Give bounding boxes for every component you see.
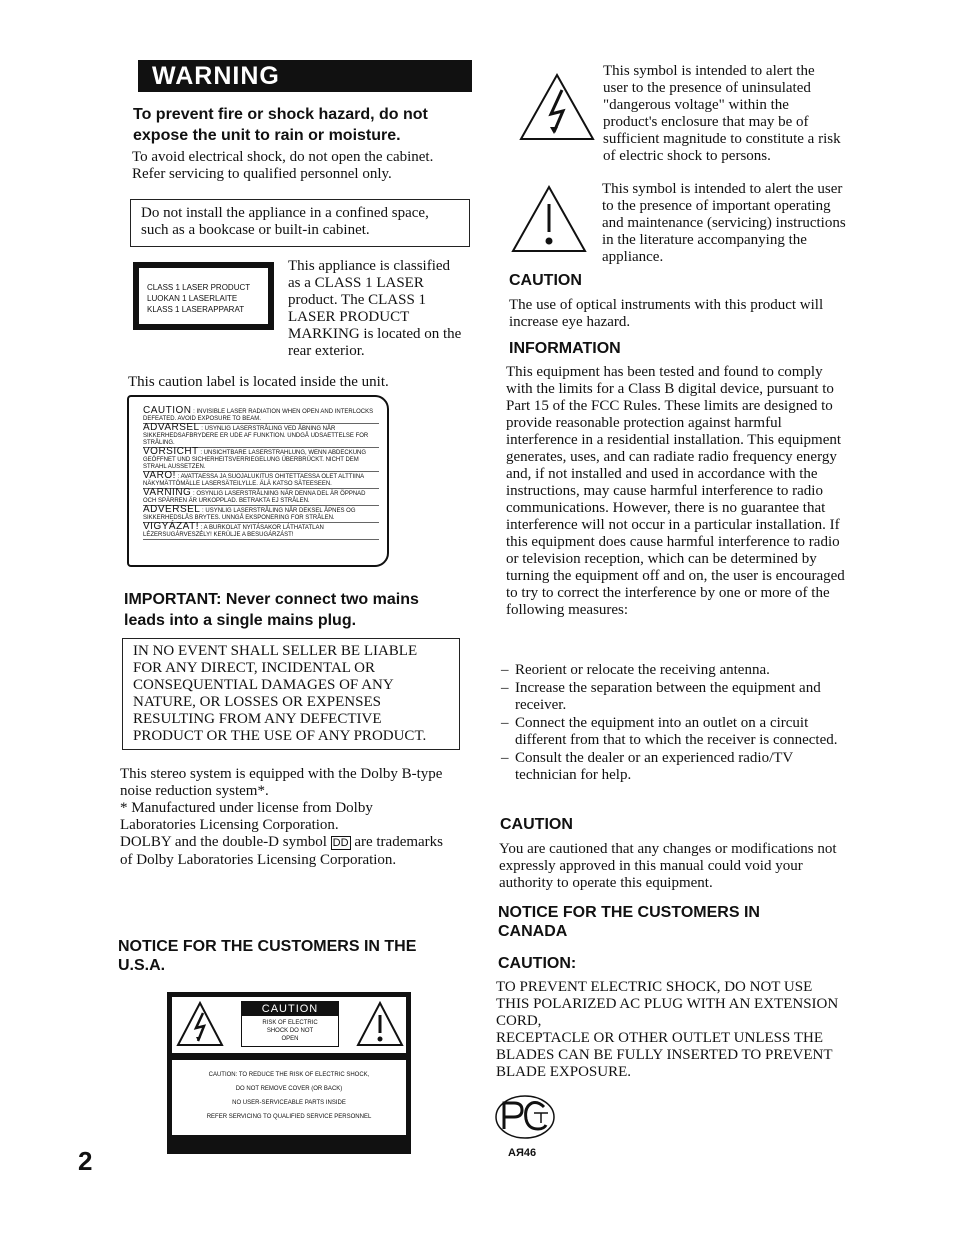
usa-caution-label	[167, 992, 411, 1154]
liability-box	[122, 638, 460, 750]
usa-label-line: NO USER-SERVICEABLE PARTS INSIDE	[232, 1100, 346, 1106]
caution-label-row: CAUTION : INVISIBLE LASER RADIATION WHEN OPEN AND INTERLOCKS DEFEATED. AVOID EXPOSURE TO BEAM.	[143, 407, 379, 424]
dolby-line3: DOLBY and the double-D symbol DD are trademarks of Dolby Laboratories Licensing Corporation.	[120, 834, 444, 868]
caution2-text: You are cautioned that any changes or modifications not expressly approved in this manual could void your authority to operate this equipment.	[499, 841, 837, 891]
lightning-triangle-icon	[518, 72, 596, 142]
exclamation-triangle-icon	[510, 184, 588, 254]
caution-label-row: VARO! : AVATTAESSA JA SUOJALUKITUS OHITETTAESSA OLET ALTTIINA NÄKYMÄTTÖMÄLLE LASERSÄTEILYLLE. ÄLÄ KATSO SÄTEESEEN.	[143, 472, 379, 489]
canada-notice-heading: NOTICE FOR THE CUSTOMERS IN CANADA	[498, 904, 760, 940]
confined-space-box	[130, 199, 470, 247]
list-item: – Increase the separation between the equipment and receiver.	[501, 680, 846, 714]
caution1-heading: CAUTION	[509, 272, 582, 289]
caution-label-row: VARNING : OSYNLIG LASERSTRÅLNING NÄR DENNA DEL ÄR ÖPPNAD OCH SPÄRREN ÄR URKOPPLAD. BETRAKTA EJ STRÅLEN.	[143, 489, 379, 506]
canada-caution-heading: CAUTION:	[498, 955, 577, 972]
usa-label-bottom	[172, 1060, 406, 1135]
warning-body: To avoid electrical shock, do not open the cabinet. Refer servicing to qualified personnel only.	[132, 149, 434, 182]
fcc-measures-list	[501, 662, 846, 785]
dolby-dd-symbol: DD	[332, 837, 349, 849]
caution-label-row: ADVERSEL : USYNLIG LASERSTRÅLING NÅR DEKSEL ÅPNES OG SIKKERHEDSLÅS BRYTES. UNNGÅ EKSPONERING FOR STRÅLEN.	[143, 506, 379, 523]
lightning-triangle-icon	[176, 1001, 224, 1047]
usa-label-top	[172, 997, 406, 1053]
exclamation-triangle-icon	[356, 1001, 404, 1047]
warning-heading: To prevent fire or shock hazard, do not expose the unit to rain or moisture.	[133, 106, 428, 144]
laser-label-line: KLASS 1 LASERAPPARAT	[147, 305, 245, 314]
dolby-text	[120, 766, 450, 869]
list-item: – Reorient or relocate the receiving antenna.	[501, 662, 846, 679]
laser-label-line: LUOKAN 1 LASERLAITE	[147, 294, 238, 303]
usa-label-caution: CAUTION	[242, 1002, 338, 1016]
caution-location-text: This caution label is located inside the unit.	[128, 374, 389, 390]
usa-label-risk: RISK OF ELECTRIC SHOCK DO NOT OPEN	[262, 1020, 318, 1042]
usa-notice-heading: NOTICE FOR THE CUSTOMERS IN THE U.S.A.	[118, 938, 417, 974]
canada-caution-text1: TO PREVENT ELECTRIC SHOCK, DO NOT USE THIS POLARIZED AC PLUG WITH AN EXTENSION CORD,	[496, 979, 839, 1029]
dolby-line1: This stereo system is equipped with the Dolby B-type noise reduction system*.	[120, 766, 443, 799]
usa-label-line: DO NOT REMOVE COVER (OR BACK)	[235, 1086, 343, 1092]
caution2-heading: CAUTION	[500, 816, 573, 833]
usa-label-center	[241, 1001, 339, 1047]
information-text: This equipment has been tested and found to comply with the limits for a Class B digital device, pursuant to Part 15 of the FCC Rules. These limits are designed to provide reasonable protection against harmful interference in a residential installation. This equipment generates, uses, and can radiate radio frequency energy and, if not installed and used in accordance with the instructions, may cause harmful interference to radio communications. However, there is no guarantee that interference will not occur in a particular installation. If this equipment does cause harmful interference to radio or television reception, which can be determined by turning the equipment off and on, the user is encouraged to try to correct the interference by one or more of the following measures:	[506, 364, 845, 618]
class1-laser-label-inner	[139, 268, 268, 324]
class1-laser-label	[133, 262, 274, 330]
list-item: – Connect the equipment into an outlet on a circuit different from that to which the receiver is connected.	[501, 715, 846, 749]
warning-title: WARNING	[138, 60, 472, 92]
list-item: – Consult the dealer or an experienced radio/TV technician for help.	[501, 750, 846, 784]
certification-mark-icon	[494, 1093, 556, 1141]
caution-label-row: VORSICHT : UNSICHTBARE LASERSTRAHLUNG, WENN ABDECKUNG GEÖFFNET UND SICHERHEITSVERRIEGELUNG ÜBERBRÜCKT. NICHT DEM STRAHL AUSSETZEN.	[143, 448, 379, 472]
caution-label-row: ADVARSEL : USYNLIG LASERSTRÅLING VED ÅBNING NÅR SIKKERHEDSAFBRYDERE ER UDE AF FUNKTION. UNDGÅ UDSAETTELSE FOR STRÅLING.	[143, 424, 379, 448]
canada-caution-text2: RECEPTACLE OR OTHER OUTLET UNLESS THE BLADES CAN BE FULLY INSERTED TO PREVENT BLADE EXPOSURE.	[496, 1030, 833, 1080]
laser-caution-label	[127, 395, 389, 567]
page-number: 2	[78, 1146, 93, 1176]
dolby-line2: * Manufactured under license from Dolby Laboratories Licensing Corporation.	[120, 800, 373, 833]
caution1-text: The use of optical instruments with this product will increase eye hazard.	[509, 297, 824, 330]
certification-code: АЯ46	[508, 1147, 537, 1159]
liability-text: IN NO EVENT SHALL SELLER BE LIABLE FOR ANY DIRECT, INCIDENTAL OR CONSEQUENTIAL DAMAGES OF ANY NATURE, OR LOSSES OR EXPENSES RESULTING FROM ANY DEFECTIVE PRODUCT OR THE USE OF ANY PRODUCT.	[133, 643, 427, 744]
canada-caution-text	[496, 979, 841, 1081]
information-heading: INFORMATION	[509, 340, 621, 357]
important-heading: IMPORTANT: Never connect two mains leads into a single mains plug.	[124, 591, 419, 629]
exclaim-symbol-text: This symbol is intended to alert the user to the presence of important operating and maintenance (servicing) instructions in the literature accompanying the appliance.	[602, 181, 846, 265]
voltage-symbol-text: This symbol is intended to alert the user to the presence of uninsulated "dangerous voltage" within the product's enclosure that may be of sufficient magnitude to constitute a risk of electric shock to persons.	[603, 63, 841, 164]
caution-label-row: VIGYÁZAT! : A BURKOLAT NYITÁSAKOR LÁTHATATLAN LÉZERSUGÁRVESZÉLY! KERÜLJE A BESUGÁRZÁST!	[143, 523, 379, 540]
usa-label-line: REFER SERVICING TO QUALIFIED SERVICE PERSONNEL	[206, 1114, 372, 1120]
confined-space-text: Do not install the appliance in a confined space, such as a bookcase or built-in cabinet.	[141, 205, 429, 238]
usa-label-line: CAUTION: TO REDUCE THE RISK OF ELECTRIC SHOCK,	[208, 1072, 370, 1078]
laser-class-text: This appliance is classified as a CLASS 1 LASER product. The CLASS 1 LASER PRODUCT MARKING is located on the rear exterior.	[288, 258, 462, 359]
laser-label-line: CLASS 1 LASER PRODUCT	[147, 283, 251, 292]
